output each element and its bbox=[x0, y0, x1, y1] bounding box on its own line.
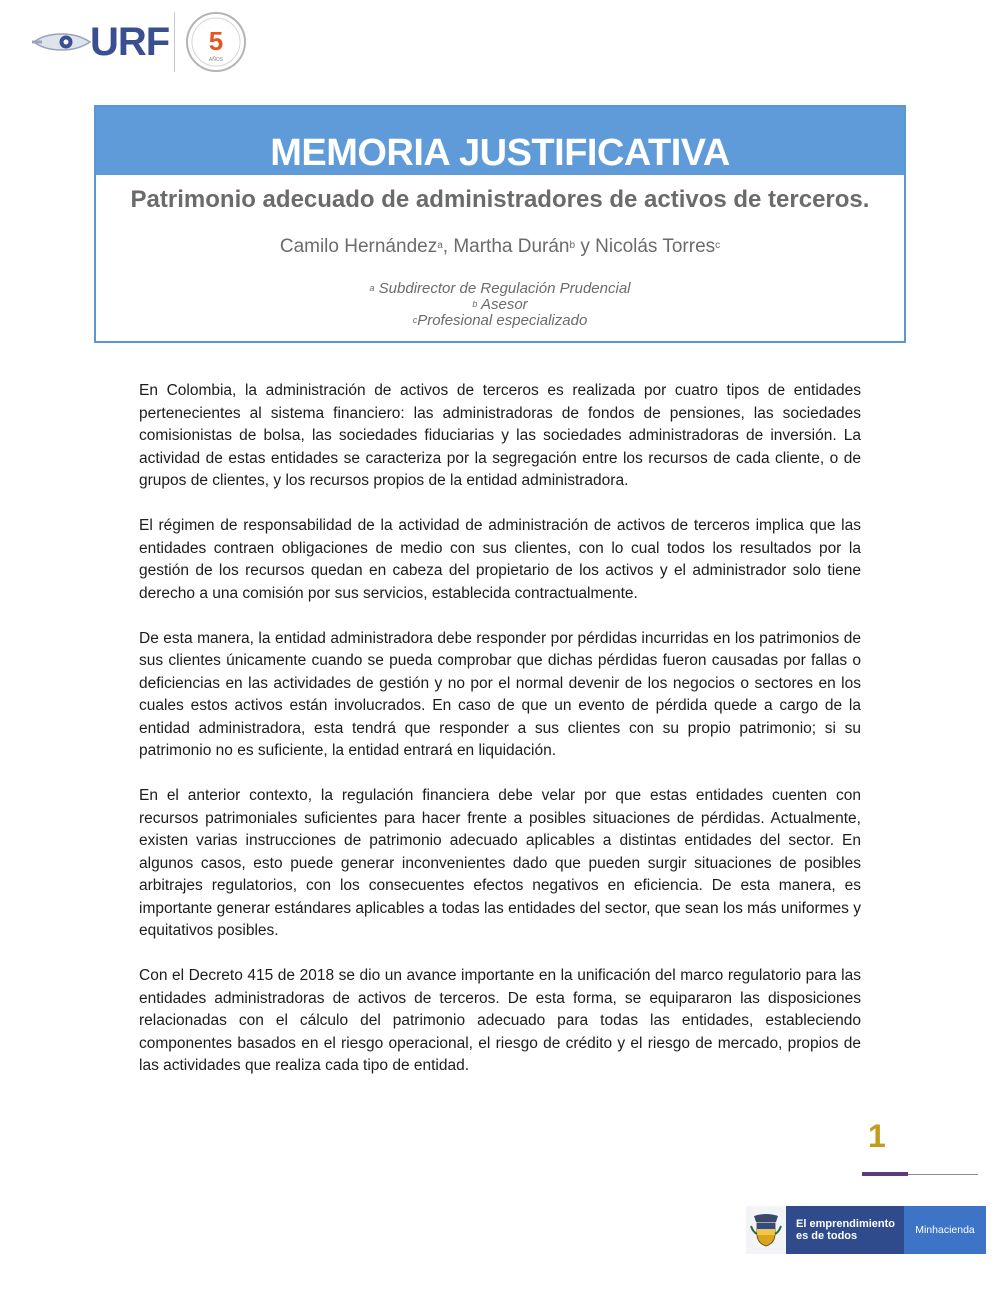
affiliation-line bbox=[96, 297, 904, 313]
footer-rule bbox=[908, 1174, 978, 1175]
eye-logo-icon bbox=[32, 28, 94, 56]
body-paragraph: Con el Decreto 415 de 2018 se dio un avance importante en la unificación del marco regulatorio para las entidades administradoras de activos de terceros. De esta forma, se equipararon las disposiciones relacionadas con el cálculo del patrimonio adecuado para todas las entidades, estableciendo componentes basados en el riesgo operacional, el riesgo de crédito y el riesgo de mercado, propios de las actividades que realiza cada tipo de entidad. bbox=[139, 967, 861, 1074]
body-text bbox=[139, 380, 861, 1100]
document-subtitle: Patrimonio adecuado de administradores de activos de terceros. bbox=[130, 186, 870, 213]
affiliation-text: Asesor bbox=[477, 296, 528, 313]
affiliation-mark: b bbox=[472, 299, 478, 309]
badge-caption: AÑOS bbox=[208, 57, 224, 63]
author-separator: , bbox=[442, 236, 454, 257]
affiliation-text: Subdirector de Regulación Prudencial bbox=[374, 280, 631, 297]
body-paragraph: En Colombia, la administración de activos de terceros es realizada por cuatro tipos de entidades pertenecientes al sistema financiero: las administradoras de fondos de pensiones, las sociedades comisionistas de bolsa, las sociedades fiduciarias y las sociedades administradoras de inversión. La actividad de estas entidades se caracteriza por la segregación entre los recursos de cada cliente, o de grupos de clientes, y los recursos propios de la entidad administradora. bbox=[139, 382, 861, 489]
title-box bbox=[94, 105, 906, 343]
affiliation-mark: c bbox=[412, 315, 418, 325]
author-mark: c bbox=[715, 240, 721, 251]
coat-of-arms-panel bbox=[746, 1206, 786, 1254]
author-separator: y bbox=[575, 236, 596, 257]
affiliation-mark: a bbox=[369, 283, 375, 293]
author-mark: b bbox=[569, 240, 576, 251]
body-paragraph: En el anterior contexto, la regulación financiera debe velar por que estas entidades cuenten con recursos patrimoniales suficientes para hacer frente a posibles situaciones de pérdidas. Actualmente, existen varias instrucciones de patrimonio adecuado aplicables a distintas entidades del sector. En algunos casos, esto puede generar inconvenientes dado que pueden surgir situaciones de posibles arbitrajes regulatorios, con los consecuentes efectos negativos en eficiencia. De esta manera, es importante generar estándares aplicables a todas las entidades del sector, que sean los más uniformes y equitativos posibles. bbox=[139, 787, 861, 939]
document-title: MEMORIA JUSTIFICATIVA bbox=[270, 132, 730, 174]
urf-wordmark: URF bbox=[90, 20, 170, 64]
affiliation-text: Profesional especializado bbox=[417, 312, 588, 329]
badge-number: 5 bbox=[208, 26, 224, 56]
body-paragraph: De esta manera, la entidad administradora debe responder por pérdidas incurridas en los patrimonios de sus clientes únicamente cuando se pueda comprobar que dichas pérdidas fueron causadas por fallas o deficiencias en las actividades de gestión y no por el normal devenir de los negocios o sectores en los cuales estos activos están involucrados. En caso de que un evento de pérdida quede a cargo de la entidad administradora, esta tendrá que responder a sus clientes con su propio patrimonio; si su patrimonio no es suficiente, la entidad entrará en liquidación. bbox=[139, 629, 861, 759]
logo-divider bbox=[174, 12, 175, 72]
ministry-text: Minhacienda bbox=[915, 1224, 975, 1236]
affiliation-line bbox=[96, 313, 904, 329]
government-logo bbox=[746, 1206, 986, 1254]
author-name: Martha Durán bbox=[453, 236, 570, 257]
slogan-text: El emprendimiento es de todos bbox=[796, 1218, 896, 1242]
five-years-badge-icon bbox=[182, 10, 250, 74]
author-name: Camilo Hernández bbox=[279, 236, 438, 257]
author-name: Nicolás Torres bbox=[595, 236, 716, 257]
slogan-panel bbox=[786, 1206, 904, 1254]
affiliations bbox=[96, 281, 904, 329]
affiliation-line bbox=[96, 281, 904, 297]
urf-logo bbox=[32, 10, 272, 74]
body-paragraph: El régimen de responsabilidad de la actividad de administración de activos de terceros implica que las entidades contraen obligaciones de medio con sus clientes, con lo cual todos los resultados por la gestión de los recursos quedan en cabeza del propietario de los activos y el administrador solo tiene derecho a una comisión por sus servicios, establecida contractualmente. bbox=[139, 517, 861, 602]
footer-rule-accent bbox=[862, 1172, 908, 1176]
authors-line bbox=[96, 235, 904, 259]
page-number: 1 bbox=[868, 1118, 886, 1154]
ministry-panel bbox=[904, 1206, 986, 1254]
coat-of-arms-icon bbox=[750, 1212, 782, 1248]
author-mark: a bbox=[437, 240, 443, 251]
